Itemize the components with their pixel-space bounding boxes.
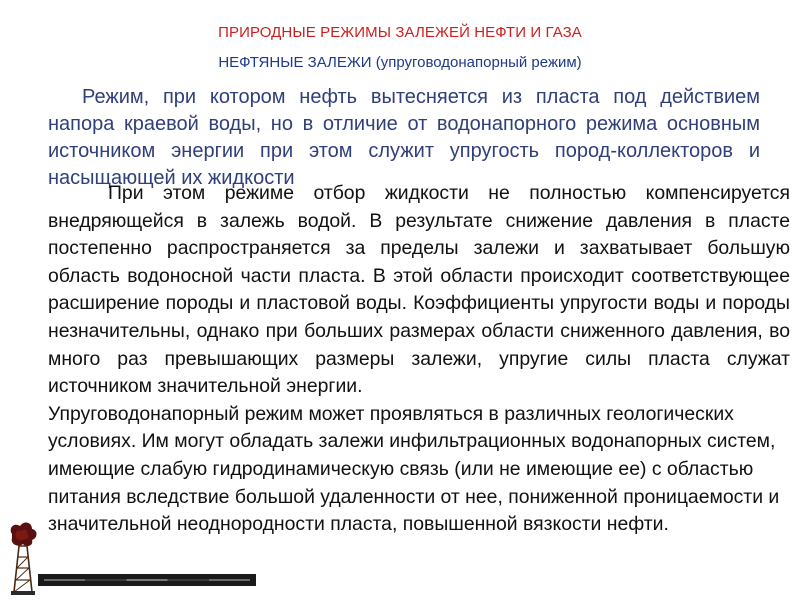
decorative-strip-line <box>44 579 250 581</box>
decorative-strip <box>38 574 256 586</box>
paragraph-2: Упруговодонапорный режим может проявляться в различных геологических условиях. Им могут обладать залежи инфильтрационных водонапорных систем, имеющие слабую гидродинамическую связь (или не имеющие ее) с областью питания вследствие большой удаленности от нее, пониженной проницаемости и значительной неоднородности пласта, повышенной вязкости нефти. <box>48 402 780 536</box>
intro-definition: Режим, при котором нефть вытесняется из пласта под действием напора краевой воды, но в отличие от водонапорного режима основным источником энергии при этом служит упругость пород-коллекторов и насыщающей их жидкости <box>48 86 760 189</box>
body-text <box>48 180 790 539</box>
slide-subtitle: НЕФТЯНЫЕ ЗАЛЕЖИ (упруговодонапорный режим) <box>218 54 582 71</box>
slide-title: ПРИРОДНЫЕ РЕЖИМЫ ЗАЛЕЖЕЙ НЕФТИ И ГАЗА <box>218 24 582 41</box>
paragraph-1: При этом режиме отбор жидкости не полностью компенсируется внедряющейся в залежь водой. В результате снижение давления в пласте постепенно распространяется за пределы залежи и захватывает большую область водоносной части пласта. В этой области происходит соответствующее расширение породы и пластовой воды. Коэффициенты упругости воды и породы незначительны, однако при больших размерах области сниженного давления, во много раз превышающих размеры залежи, упругие силы пласта служат источником значительной энергии. <box>48 182 790 398</box>
oil-derrick-icon <box>6 520 40 596</box>
